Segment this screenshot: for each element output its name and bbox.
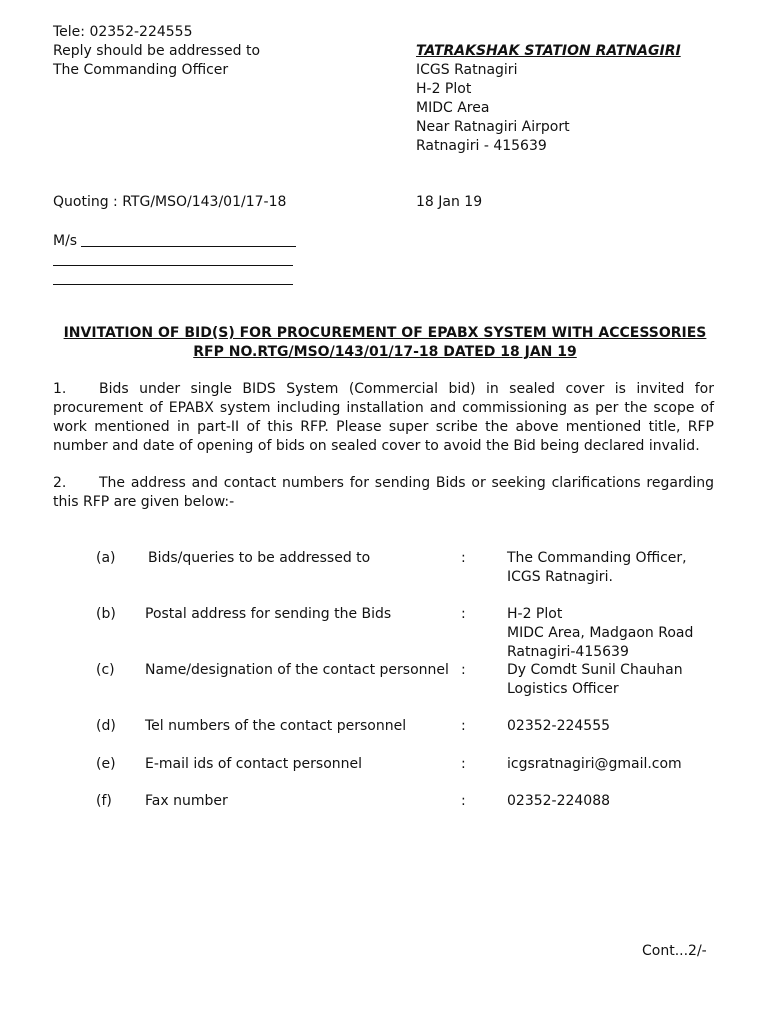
letter-date: 18 Jan 19 [416,194,483,210]
document-title: INVITATION OF BID(S) FOR PROCUREMENT OF EPABX SYSTEM WITH ACCESSORIES [63,325,707,341]
value-line: Dy Comdt Sunil Chauhan [507,662,683,678]
paragraph-1 [53,380,714,456]
paragraph-number: 2. [53,475,67,491]
rfp-number-title: RFP NO.RTG/MSO/143/01/17-18 DATED 18 JAN 19 [193,344,577,360]
contact-row-label: Name/designation of the contact personnel [145,662,449,678]
contact-row-label: Tel numbers of the contact personnel [145,718,407,734]
address-line: Ratnagiri - 415639 [416,138,547,154]
contact-row-label: Bids/queries to be addressed to [148,550,371,566]
contact-row-label: E-mail ids of contact personnel [145,756,363,772]
address-line: H-2 Plot [416,81,472,97]
contact-row-letter: (b) [96,606,116,622]
station-name: TATRAKSHAK STATION RATNAGIRI [416,43,681,59]
paragraph-text: Bids under single BIDS System (Commercial bid) in sealed cover is invited for procurement of EPABX system including installation and commissioning as per the scope of work mentioned in part-II of this RFP. Please super scribe the above mentioned title, RFP number and date of opening of bids on sealed cover to avoid the Bid being declared invalid. [53,381,714,454]
contact-row-value [507,549,687,587]
contact-row-letter: (e) [96,756,116,772]
addressee-blank-line [81,246,296,247]
reply-instruction-line: Reply should be addressed to [53,43,261,59]
contact-row-label: Fax number [145,793,228,809]
continuation-note: Cont...2/- [642,943,707,959]
value-line: Logistics Officer [507,681,619,697]
commanding-officer-line: The Commanding Officer [53,62,229,78]
value-line: Ratnagiri-415639 [507,644,629,660]
value-line: ICGS Ratnagiri. [507,569,613,585]
contact-row-letter: (d) [96,718,116,734]
addressee-prefix: M/s [53,233,78,249]
contact-row-value [507,717,610,736]
address-line: ICGS Ratnagiri [416,62,518,78]
contact-row-colon: : [461,550,466,566]
contact-row-colon: : [461,662,466,678]
contact-row-colon: : [461,756,466,772]
paragraph-text: The address and contact numbers for sending Bids or seeking clarifications regarding this RFP are given below:- [53,475,714,510]
value-line: The Commanding Officer, [507,550,687,566]
value-line: 02352-224555 [507,718,611,734]
contact-row-value [507,605,693,662]
contact-row-colon: : [461,793,466,809]
value-line: MIDC Area, Madgaon Road [507,625,694,641]
address-line: Near Ratnagiri Airport [416,119,570,135]
contact-row-letter: (f) [96,793,112,809]
contact-row-value [507,661,683,699]
telephone-line: Tele: 02352-224555 [53,24,193,40]
addressee-blank-line [53,284,293,285]
quoting-reference: Quoting : RTG/MSO/143/01/17-18 [53,194,287,210]
address-line: MIDC Area [416,100,490,116]
value-line: 02352-224088 [507,793,611,809]
contact-row-letter: (a) [96,550,116,566]
paragraph-2 [53,474,714,512]
email-value: icgsratnagiri@gmail.com [507,756,682,772]
contact-row-value [507,792,610,811]
paragraph-number: 1. [53,381,67,397]
contact-row-value [507,755,682,774]
contact-row-label: Postal address for sending the Bids [145,606,392,622]
value-line: H-2 Plot [507,606,563,622]
contact-row-colon: : [461,718,466,734]
contact-row-letter: (c) [96,662,115,678]
contact-row-colon: : [461,606,466,622]
addressee-blank-line [53,265,293,266]
